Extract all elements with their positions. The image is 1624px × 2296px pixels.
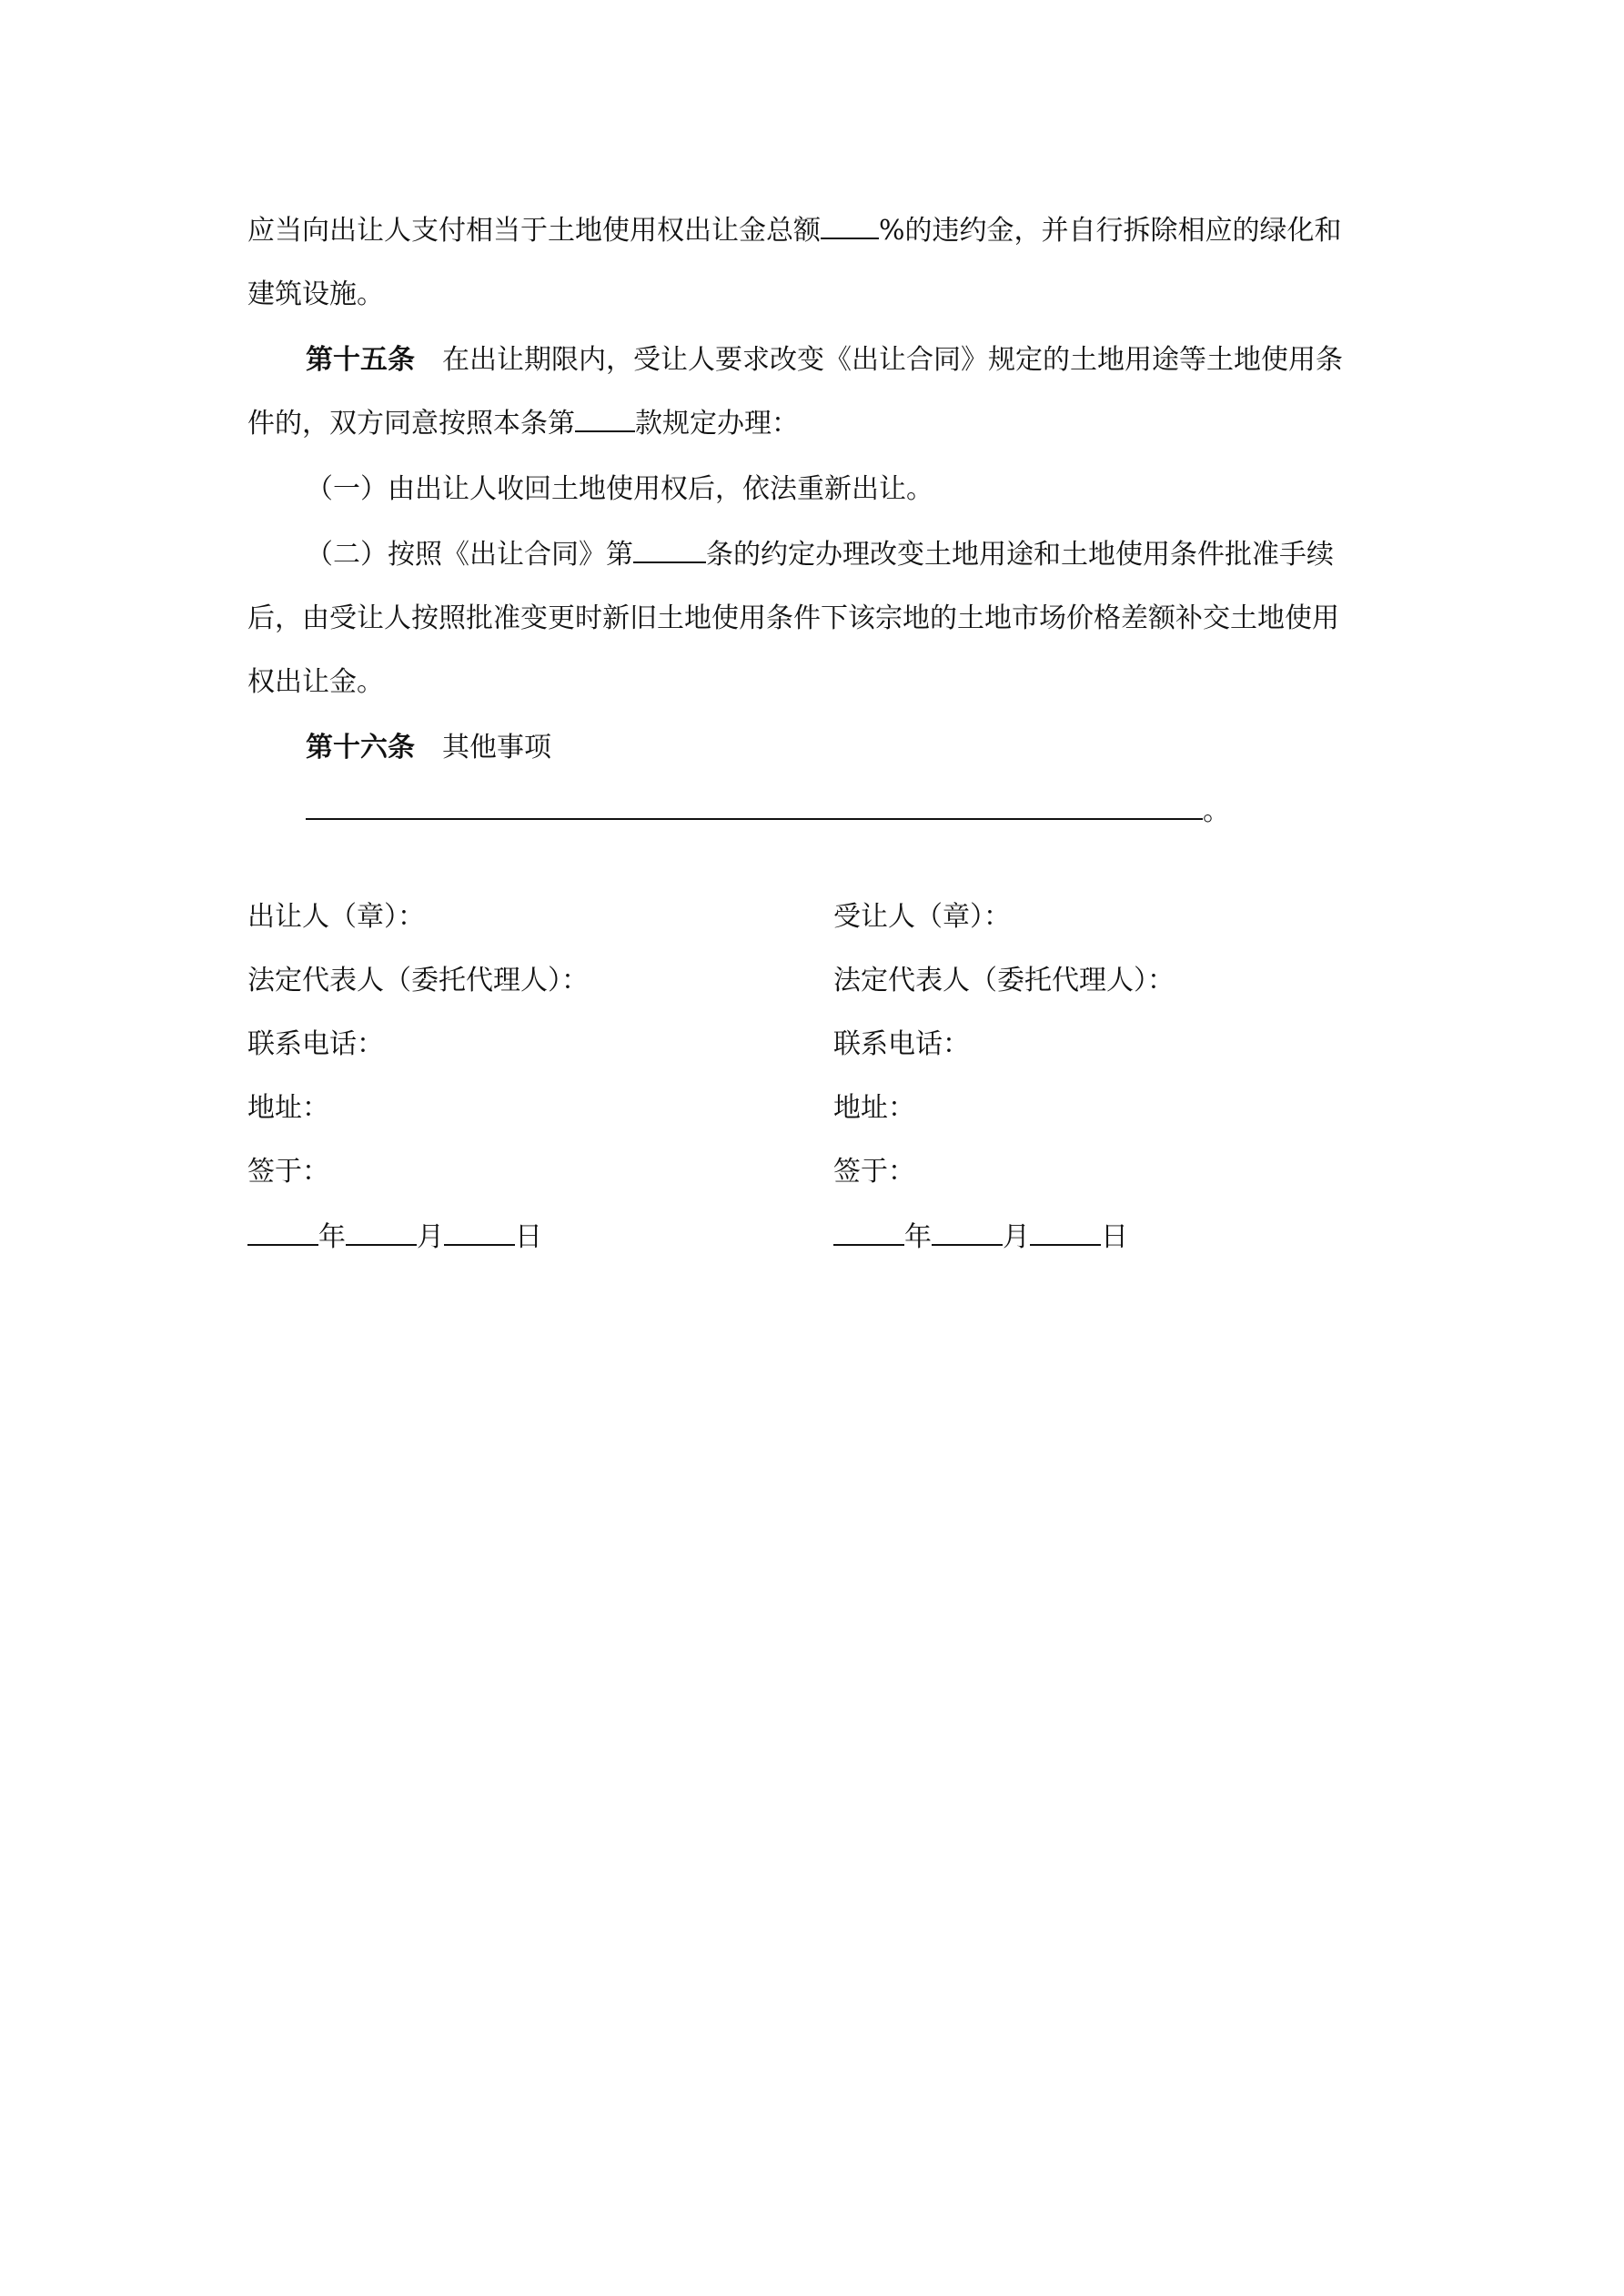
right-party: 受让人（章）： — [833, 901, 1011, 933]
clause-number-blank — [575, 407, 635, 432]
right-date-line — [833, 1219, 1128, 1256]
left-address: 地址： — [247, 1092, 329, 1124]
article-15-line-2-before: 件的，双方同意按照本条第 — [247, 408, 575, 440]
right-year-blank — [833, 1220, 904, 1246]
article-15-line-1 — [306, 342, 1343, 379]
right-representative: 法定代表人（委托代理人）： — [833, 965, 1175, 996]
left-month-label: 月 — [417, 1221, 444, 1253]
left-year-blank — [247, 1220, 318, 1246]
article-14-line-1 — [247, 213, 1342, 249]
right-phone: 联系电话： — [833, 1028, 970, 1060]
article-15-line-1-text: 在出让期限内，受让人要求改变《出让合同》规定的土地用途等土地使用条 — [442, 344, 1343, 376]
article-16-heading: 第十六条 — [306, 732, 415, 764]
right-address: 地址： — [833, 1092, 915, 1124]
right-year-label: 年 — [904, 1221, 932, 1253]
article-15-clause-2-line-3: 权出让金。 — [247, 666, 384, 698]
left-month-blank — [346, 1220, 417, 1246]
article-15-clause-2-line-2: 后，由受让人按照批准变更时新旧土地使用条件下该宗地的土地市场价格差额补交土地使用 — [247, 602, 1339, 634]
left-party: 出让人（章）： — [247, 901, 425, 933]
article-15-clause-1: （一）由出让人收回土地使用权后，依法重新出让。 — [306, 473, 933, 505]
contract-article-blank — [633, 538, 706, 563]
article-14-line-1-before: 应当向出让人支付相当于土地使用权出让金总额 — [247, 215, 821, 247]
right-signed-at: 签于： — [833, 1156, 915, 1188]
right-day-label: 日 — [1101, 1221, 1128, 1253]
left-date-line — [247, 1219, 542, 1256]
left-day-blank — [444, 1220, 515, 1246]
article-15-clause-2-after: 条的约定办理改变土地用途和土地使用条件批准手续 — [706, 539, 1334, 571]
penalty-percent-blank — [821, 214, 879, 239]
left-year-label: 年 — [318, 1221, 346, 1253]
article-15-clause-2-before: （二）按照《出让合同》第 — [306, 539, 633, 571]
article-14-line-2: 建筑设施。 — [247, 278, 384, 310]
right-month-label: 月 — [1003, 1221, 1030, 1253]
article-14-line-1-after: %的违约金，并自行拆除相应的绿化和 — [879, 215, 1342, 247]
right-month-blank — [932, 1220, 1003, 1246]
other-matters-blank — [306, 794, 1203, 820]
article-15-heading: 第十五条 — [306, 344, 415, 376]
left-phone: 联系电话： — [247, 1028, 384, 1060]
right-day-blank — [1030, 1220, 1101, 1246]
article-16-blank-end: 。 — [1203, 795, 1230, 827]
article-16-blank-line — [306, 794, 1230, 830]
article-16-title: 其他事项 — [442, 732, 551, 764]
article-15-clause-2-line-1 — [306, 537, 1334, 573]
left-representative: 法定代表人（委托代理人）： — [247, 965, 589, 996]
article-15-line-2 — [247, 406, 799, 442]
left-signed-at: 签于： — [247, 1156, 329, 1188]
left-day-label: 日 — [515, 1221, 542, 1253]
article-15-line-2-after: 款规定办理： — [635, 408, 799, 440]
article-16-heading-line — [306, 730, 551, 766]
